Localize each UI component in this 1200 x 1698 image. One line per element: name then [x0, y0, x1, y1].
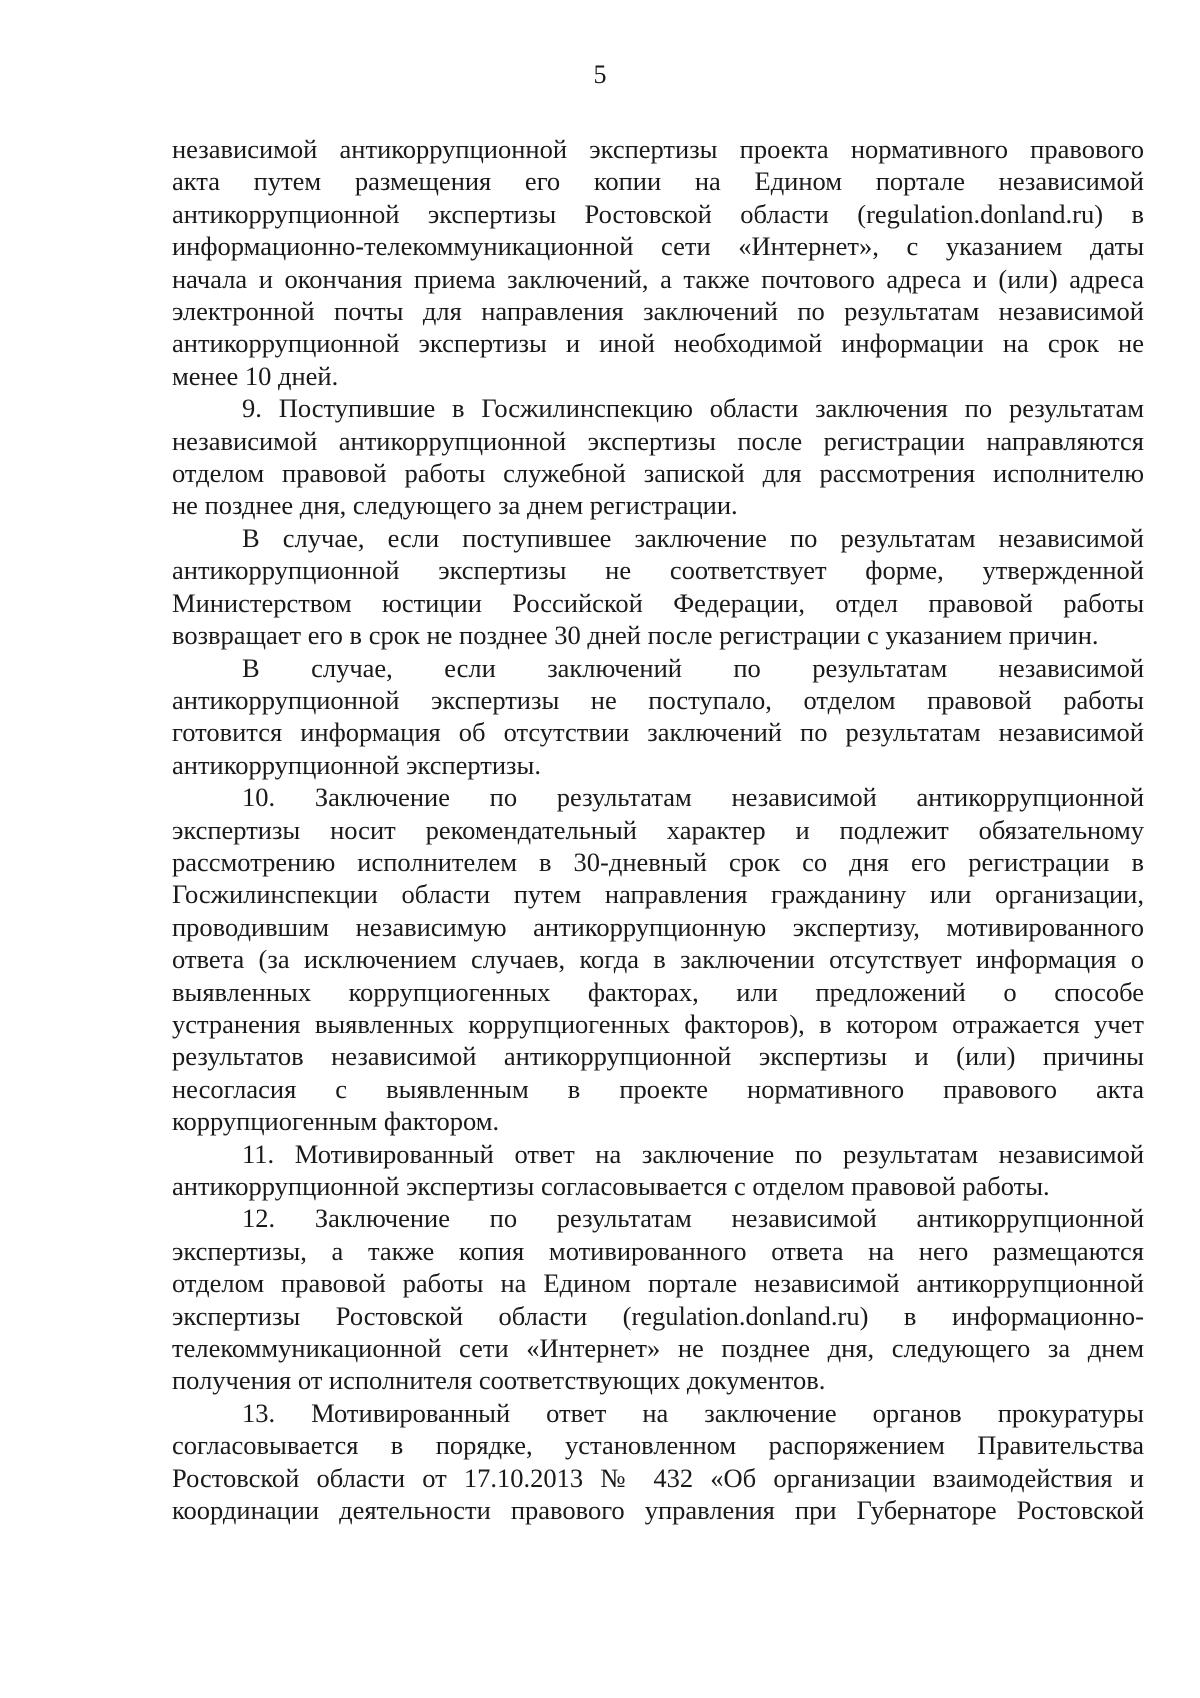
paragraph: [172, 1202, 1144, 1396]
text-line: получения от исполнителя соответствующих документов.: [172, 1365, 826, 1396]
text-line: независимой антикоррупционной экспертизы после регистрации направляются: [172, 425, 1144, 456]
text-line: согласовывается в порядке, установленном распоряжением Правительства: [172, 1430, 1144, 1461]
text-line: антикоррупционной экспертизы Ростовской области (regulation.donland.ru) в: [172, 198, 1144, 229]
text-line: В случае, если заключений по результатам независимой: [242, 652, 1144, 683]
text-line: экспертизы носит рекомендательный характер и подлежит обязательному: [172, 814, 1144, 845]
text-line: коррупциогенным фактором.: [172, 1106, 500, 1137]
paragraph: [172, 1397, 1144, 1527]
text-line: рассмотрению исполнителем в 30-дневный срок со дня его регистрации в: [172, 846, 1144, 877]
text-line: электронной почты для направления заключений по результатам независимой: [172, 296, 1144, 327]
text-line: антикоррупционной экспертизы не соответствует форме, утвержденной: [172, 555, 1144, 586]
text-line: В случае, если поступившее заключение по результатам независимой: [242, 522, 1144, 553]
paragraph: [172, 781, 1144, 1137]
text-line: 13. Мотивированный ответ на заключение органов прокуратуры: [242, 1397, 1144, 1428]
text-line: несогласия с выявленным в проекте нормативного правового акта: [172, 1073, 1144, 1104]
page-number: 5: [593, 60, 607, 89]
text-line: Министерством юстиции Российской Федерации, отдел правовой работы: [172, 587, 1144, 618]
text-line: антикоррупционной экспертизы и иной необходимой информации на срок не: [172, 328, 1144, 359]
text-line: акта путем размещения его копии на Едином портале независимой: [172, 166, 1144, 197]
text-line: готовится информация об отсутствии заключений по результатам независимой: [172, 717, 1144, 748]
text-line: возвращает его в срок не позднее 30 дней после регистрации с указанием причин.: [172, 620, 1099, 651]
text-line: экспертизы Ростовской области (regulation.donland.ru) в информационно-: [172, 1300, 1144, 1331]
text-line: выявленных коррупциогенных факторах, или предложений о способе: [172, 976, 1144, 1007]
text-line: антикоррупционной экспертизы.: [172, 749, 541, 780]
paragraph: [172, 392, 1144, 522]
text-line: менее 10 дней.: [172, 360, 339, 391]
text-line: 11. Мотивированный ответ на заключение по результатам независимой: [242, 1138, 1144, 1169]
text-line: Ростовской области от 17.10.2013 № 432 «Об организации взаимодействия и: [172, 1462, 1144, 1493]
paragraph: [172, 1138, 1144, 1203]
text-line: 12. Заключение по результатам независимой антикоррупционной: [242, 1203, 1144, 1234]
document-body: [172, 133, 1144, 1526]
text-line: информационно-телекоммуникационной сети «Интернет», с указанием даты: [172, 231, 1144, 262]
text-line: 10. Заключение по результатам независимой антикоррупционной: [242, 782, 1144, 813]
text-line: Госжилинспекции области путем направления гражданину или организации,: [172, 879, 1144, 910]
paragraph: [172, 652, 1144, 782]
text-line: независимой антикоррупционной экспертизы проекта нормативного правового: [172, 134, 1144, 164]
paragraph: [172, 133, 1144, 392]
text-line: 9. Поступившие в Госжилинспекцию области заключения по результатам: [242, 393, 1144, 424]
text-line: координации деятельности правового управления при Губернаторе Ростовской: [172, 1495, 1144, 1526]
text-line: ответа (за исключением случаев, когда в заключении отсутствует информация о: [172, 944, 1144, 975]
text-line: не позднее дня, следующего за днем регистрации.: [172, 490, 738, 521]
text-line: отделом правовой работы служебной запиской для рассмотрения исполнителю: [172, 458, 1144, 489]
text-line: начала и окончания приема заключений, а также почтового адреса и (или) адреса: [172, 263, 1144, 294]
text-line: проводившим независимую антикоррупционную экспертизу, мотивированного: [172, 911, 1144, 942]
text-line: антикоррупционной экспертизы согласовывается с отделом правовой работы.: [172, 1171, 1050, 1201]
text-line: отделом правовой работы на Едином портале независимой антикоррупционной: [172, 1268, 1144, 1299]
text-line: антикоррупционной экспертизы не поступало, отделом правовой работы: [172, 684, 1144, 715]
text-line: телекоммуникационной сети «Интернет» не позднее дня, следующего за днем: [172, 1333, 1144, 1364]
text-line: устранения выявленных коррупциогенных факторов), в котором отражается учет: [172, 1008, 1144, 1039]
paragraph: [172, 522, 1144, 652]
text-line: экспертизы, а также копия мотивированного ответа на него размещаются: [172, 1235, 1144, 1266]
text-line: результатов независимой антикоррупционной экспертизы и (или) причины: [172, 1041, 1144, 1072]
